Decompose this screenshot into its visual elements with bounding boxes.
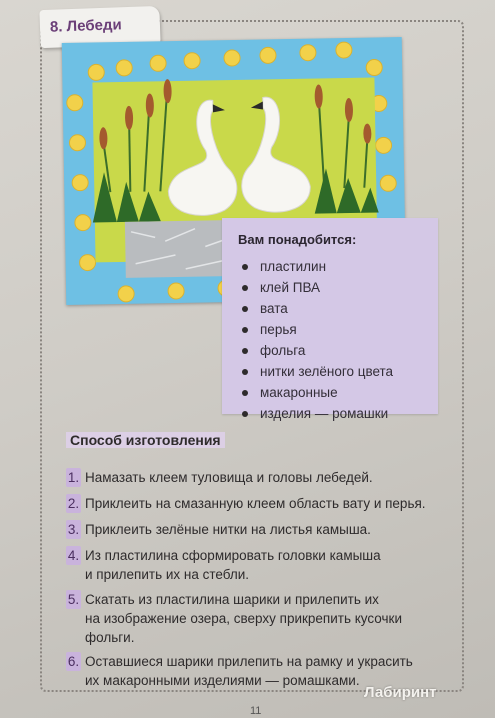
step-text: Оставшиеся шарики прилепить на рамку и украсить [85,654,413,669]
step-6 [66,652,413,690]
step-5 [66,590,402,647]
materials-item: клей ПВА [240,277,393,298]
method-title: Способ изготовления [66,432,225,448]
chapter-title: 8. Лебеди [49,16,122,36]
materials-item: вата [240,298,393,319]
step-3 [66,520,371,539]
watermark-logo: Лабиринт [364,684,437,701]
step-number: 5. [67,592,80,607]
materials-item: макаронные [240,382,393,403]
step-text-continued: и прилепить их на стебли. [85,567,250,582]
materials-item: нитки зелёного цвета [240,361,393,382]
materials-box [222,218,438,421]
materials-item: пластилин [240,256,393,277]
materials-item: фольга [240,340,393,361]
page-number: 11 [250,705,262,717]
materials-list [240,256,393,424]
step-number: 4. [67,548,80,563]
step-number: 6. [67,654,80,669]
step-text: Намазать клеем туловища и головы лебедей. [85,470,373,485]
step-number: 3. [67,522,80,537]
step-text: Приклеить зелёные нитки на листья камыша. [85,522,371,537]
step-text-continued: их макаронными изделиями — ромашками. [85,673,360,688]
step-2 [66,494,426,513]
materials-item-continued: изделия — ромашки [240,403,393,424]
step-1 [66,468,373,487]
step-4 [66,546,381,584]
step-number: 2. [67,496,80,511]
step-text-continued: фольги. [85,630,135,645]
step-text: Приклеить на смазанную клеем область вату и перья. [85,496,426,511]
materials-item: перья [240,319,393,340]
materials-heading: Вам понадобится: [238,232,357,247]
step-number: 1. [67,470,80,485]
step-text: Скатать из пластилина шарики и прилепить их [85,592,379,607]
step-text-continued: на изображение озера, сверху прикрепить кусочки [85,611,402,626]
step-text: Из пластилина сформировать головки камыша [85,548,381,563]
